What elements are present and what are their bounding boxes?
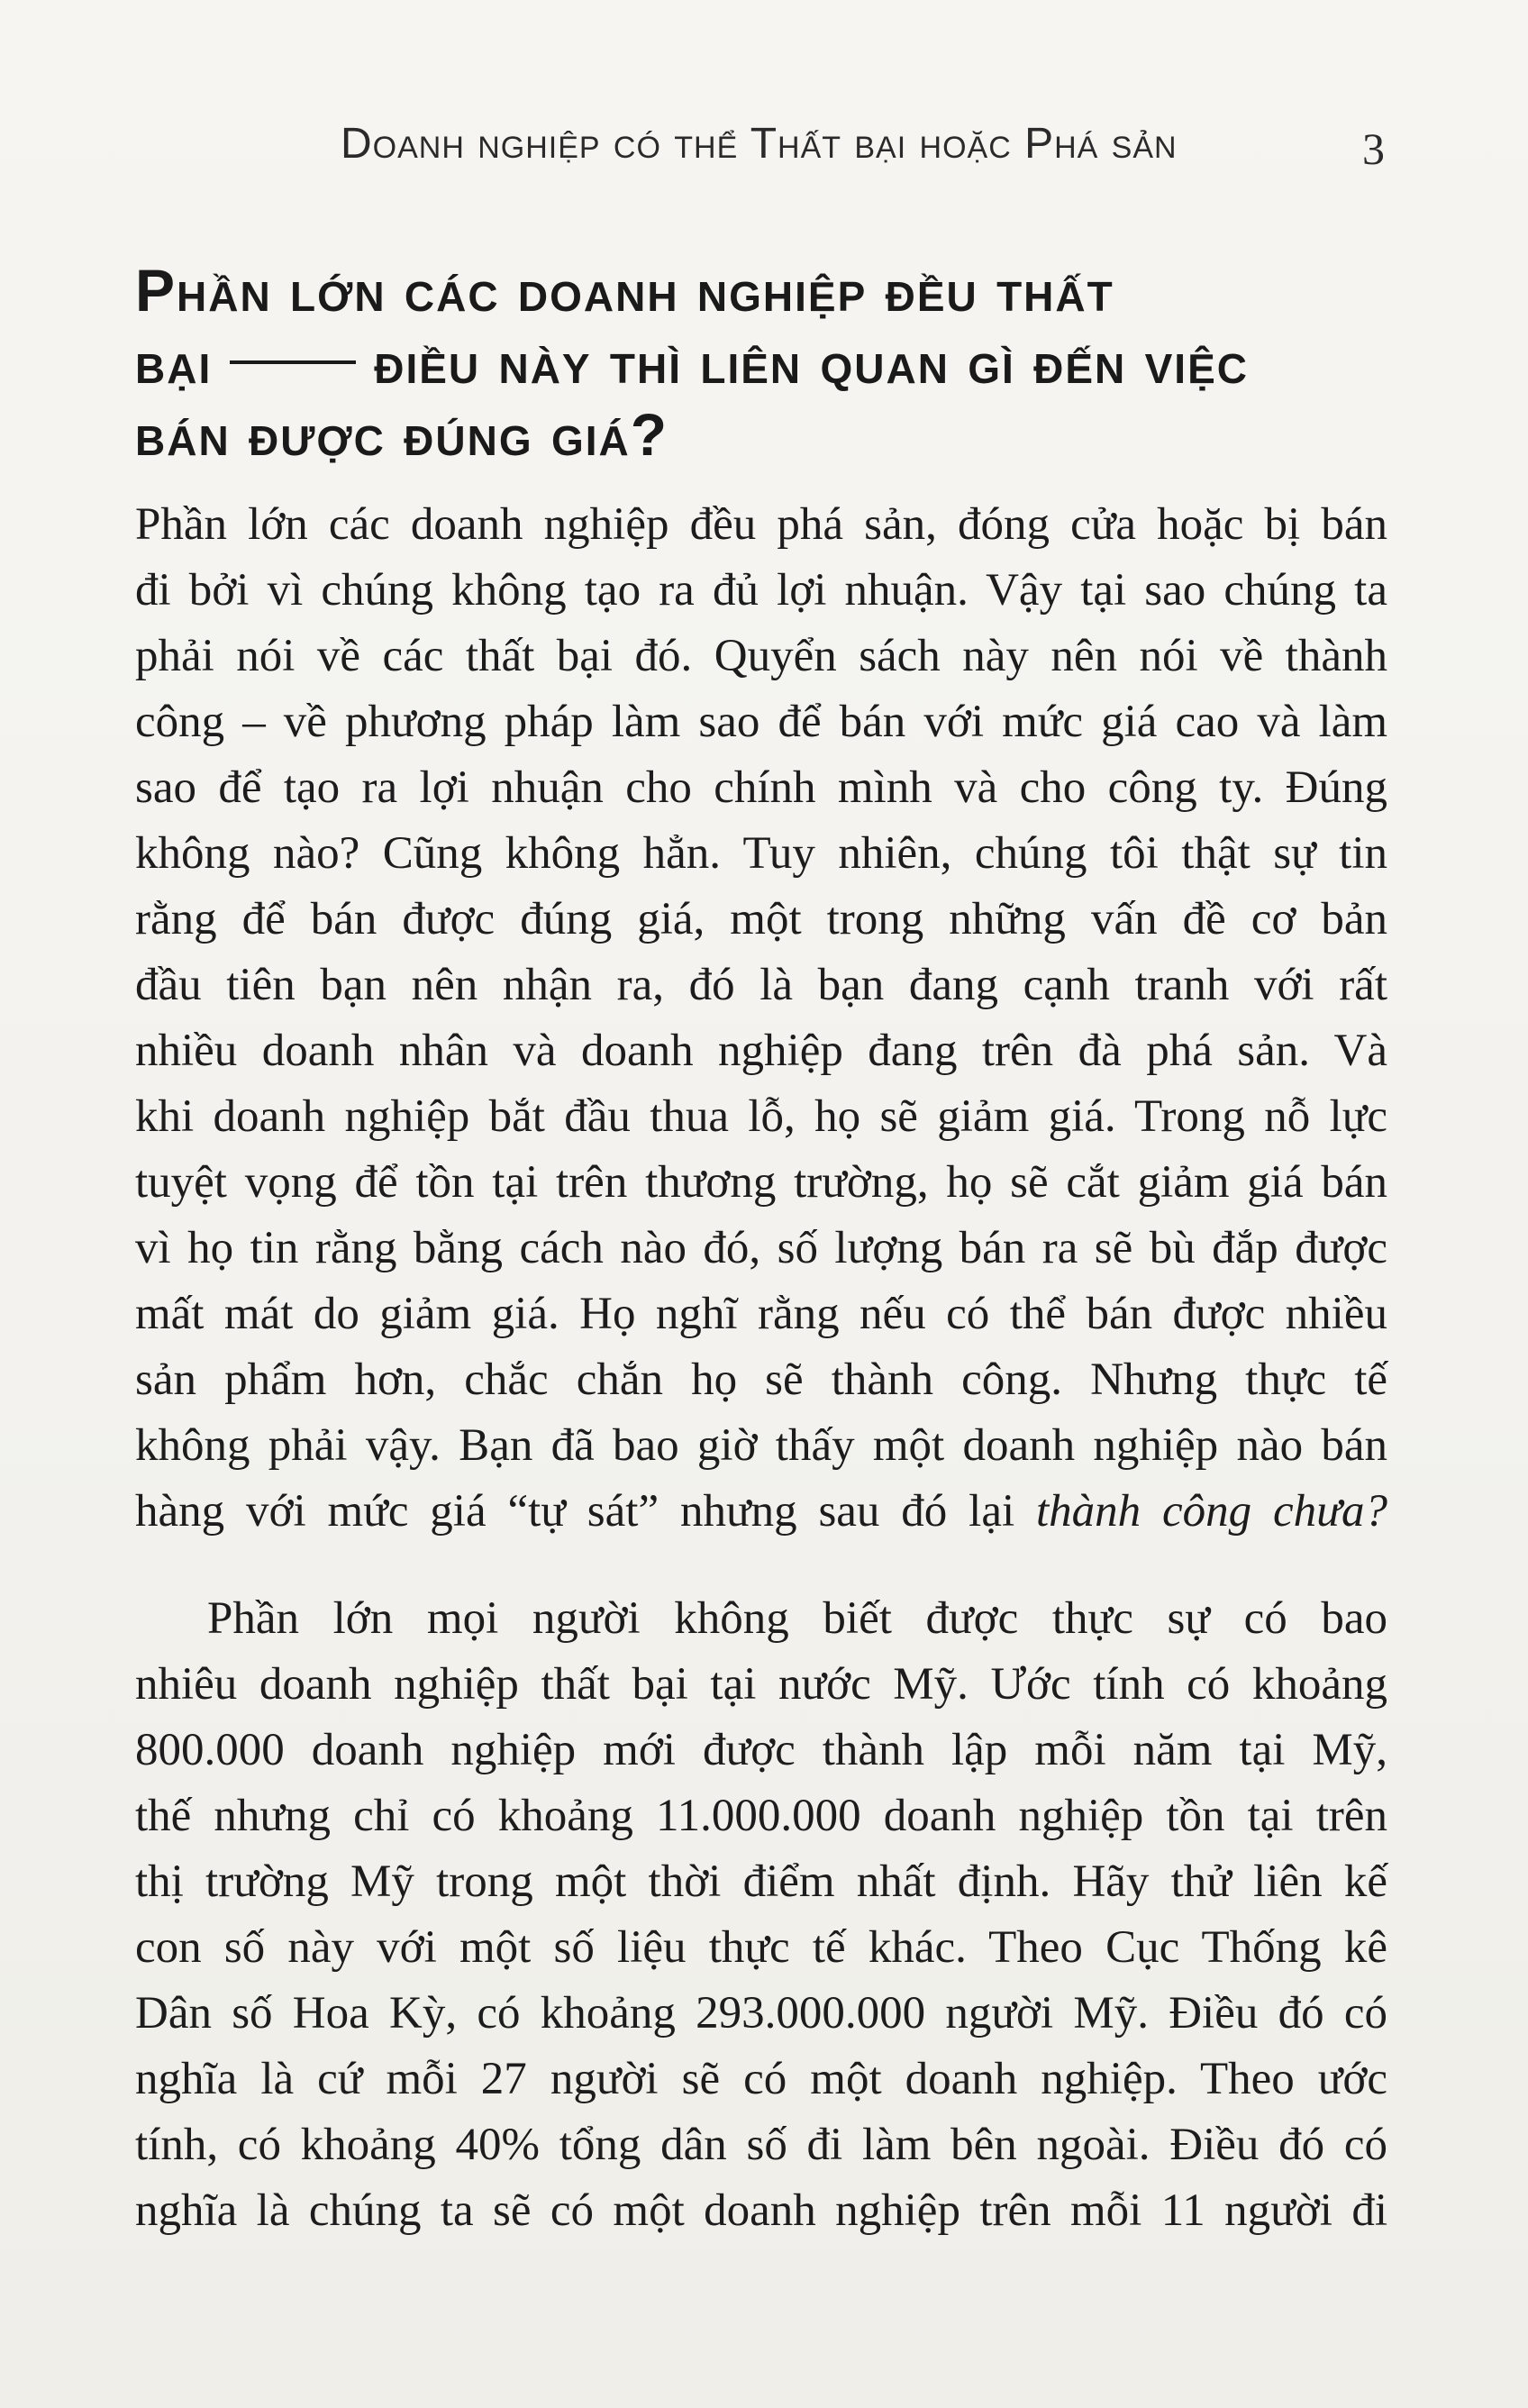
text-line: nghĩa là cứ mỗi 27 người sẽ có một doanh nghiệp. Theo ước (135, 2054, 1387, 2104)
text-line: nhiều doanh nhân và doanh nghiệp đang trên đà phá sản. Và (135, 1026, 1387, 1076)
text-line: con số này với một số liệu thực tế khác. Theo Cục Thống kê (135, 1922, 1387, 1973)
text-line: tính, có khoảng 40% tổng dân số đi làm bên ngoài. Điều đó có (135, 2120, 1387, 2170)
text-line: đi bởi vì chúng không tạo ra đủ lợi nhuận. Vậy tại sao chúng ta (135, 565, 1387, 616)
heading-fragment: điều này thì liên quan gì đến việc (374, 329, 1249, 396)
text-line: sản phẩm hơn, chắc chắn họ sẽ thành công. Nhưng thực tế (135, 1354, 1387, 1405)
text-line: không nào? Cũng không hẳn. Tuy nhiên, chúng tôi thật sự tin (135, 828, 1387, 879)
heading-line: bán được đúng giá? (135, 401, 669, 468)
text-line: nhiêu doanh nghiệp thất bại tại nước Mỹ. Ước tính có khoảng (135, 1659, 1387, 1710)
text-line: khi doanh nghiệp bắt đầu thua lỗ, họ sẽ giảm giá. Trong nỗ lực (135, 1091, 1387, 1142)
text-line: mất mát do giảm giá. Họ nghĩ rằng nếu có thể bán được nhiều (135, 1289, 1387, 1339)
text-line: vì họ tin rằng bằng cách nào đó, số lượng bán ra sẽ bù đắp được (135, 1223, 1387, 1273)
text-line: thị trường Mỹ trong một thời điểm nhất định. Hãy thử liên kế (135, 1856, 1387, 1907)
text-line: không phải vậy. Bạn đã bao giờ thấy một doanh nghiệp nào bán (135, 1420, 1387, 1471)
text-line: phải nói về các thất bại đó. Quyển sách này nên nói về thành (135, 631, 1387, 681)
paragraph-1 (135, 492, 1387, 1545)
running-header: Doanh nghiệp có thể Thất bại hoặc Phá sản (341, 120, 1178, 168)
text-line: 800.000 doanh nghiệp mới được thành lập mỗi năm tại Mỹ, (135, 1725, 1387, 1775)
text-line-final (135, 1479, 1387, 1545)
section-heading (135, 254, 1414, 470)
text-line: Phần lớn mọi người không biết được thực sự có bao (207, 1593, 1387, 1644)
heading-line (135, 326, 1414, 398)
heading-fragment: bại (135, 329, 213, 396)
text-fragment: hàng với mức giá “tự sát” nhưng sau đó lại (135, 1486, 1015, 1537)
italic-emphasis: thành công chưa? (1036, 1486, 1387, 1537)
em-dash-rule (230, 360, 356, 364)
text-line: nghĩa là chúng ta sẽ có một doanh nghiệp trên mỗi 11 người đi (135, 2185, 1387, 2236)
text-line: rằng để bán được đúng giá, một trong những vấn đề cơ bản (135, 894, 1387, 944)
paragraph-2 (135, 1586, 1387, 2244)
text-line: Dân số Hoa Kỳ, có khoảng 293.000.000 người Mỹ. Điều đó có (135, 1988, 1387, 2039)
text-line: Phần lớn các doanh nghiệp đều phá sản, đóng cửa hoặc bị bán (135, 499, 1387, 550)
text-line: thế nhưng chỉ có khoảng 11.000.000 doanh nghiệp tồn tại trên (135, 1791, 1387, 1841)
text-line: tuyệt vọng để tồn tại trên thương trường, họ sẽ cắt giảm giá bán (135, 1157, 1387, 1208)
heading-line: Phần lớn các doanh nghiệp đều thất (135, 257, 1114, 324)
text-line: công – về phương pháp làm sao để bán với mức giá cao và làm (135, 697, 1387, 747)
text-line: đầu tiên bạn nên nhận ra, đó là bạn đang cạnh tranh với rất (135, 960, 1387, 1010)
page-number: 3 (1362, 123, 1385, 174)
text-line: sao để tạo ra lợi nhuận cho chính mình và cho công ty. Đúng (135, 762, 1387, 813)
